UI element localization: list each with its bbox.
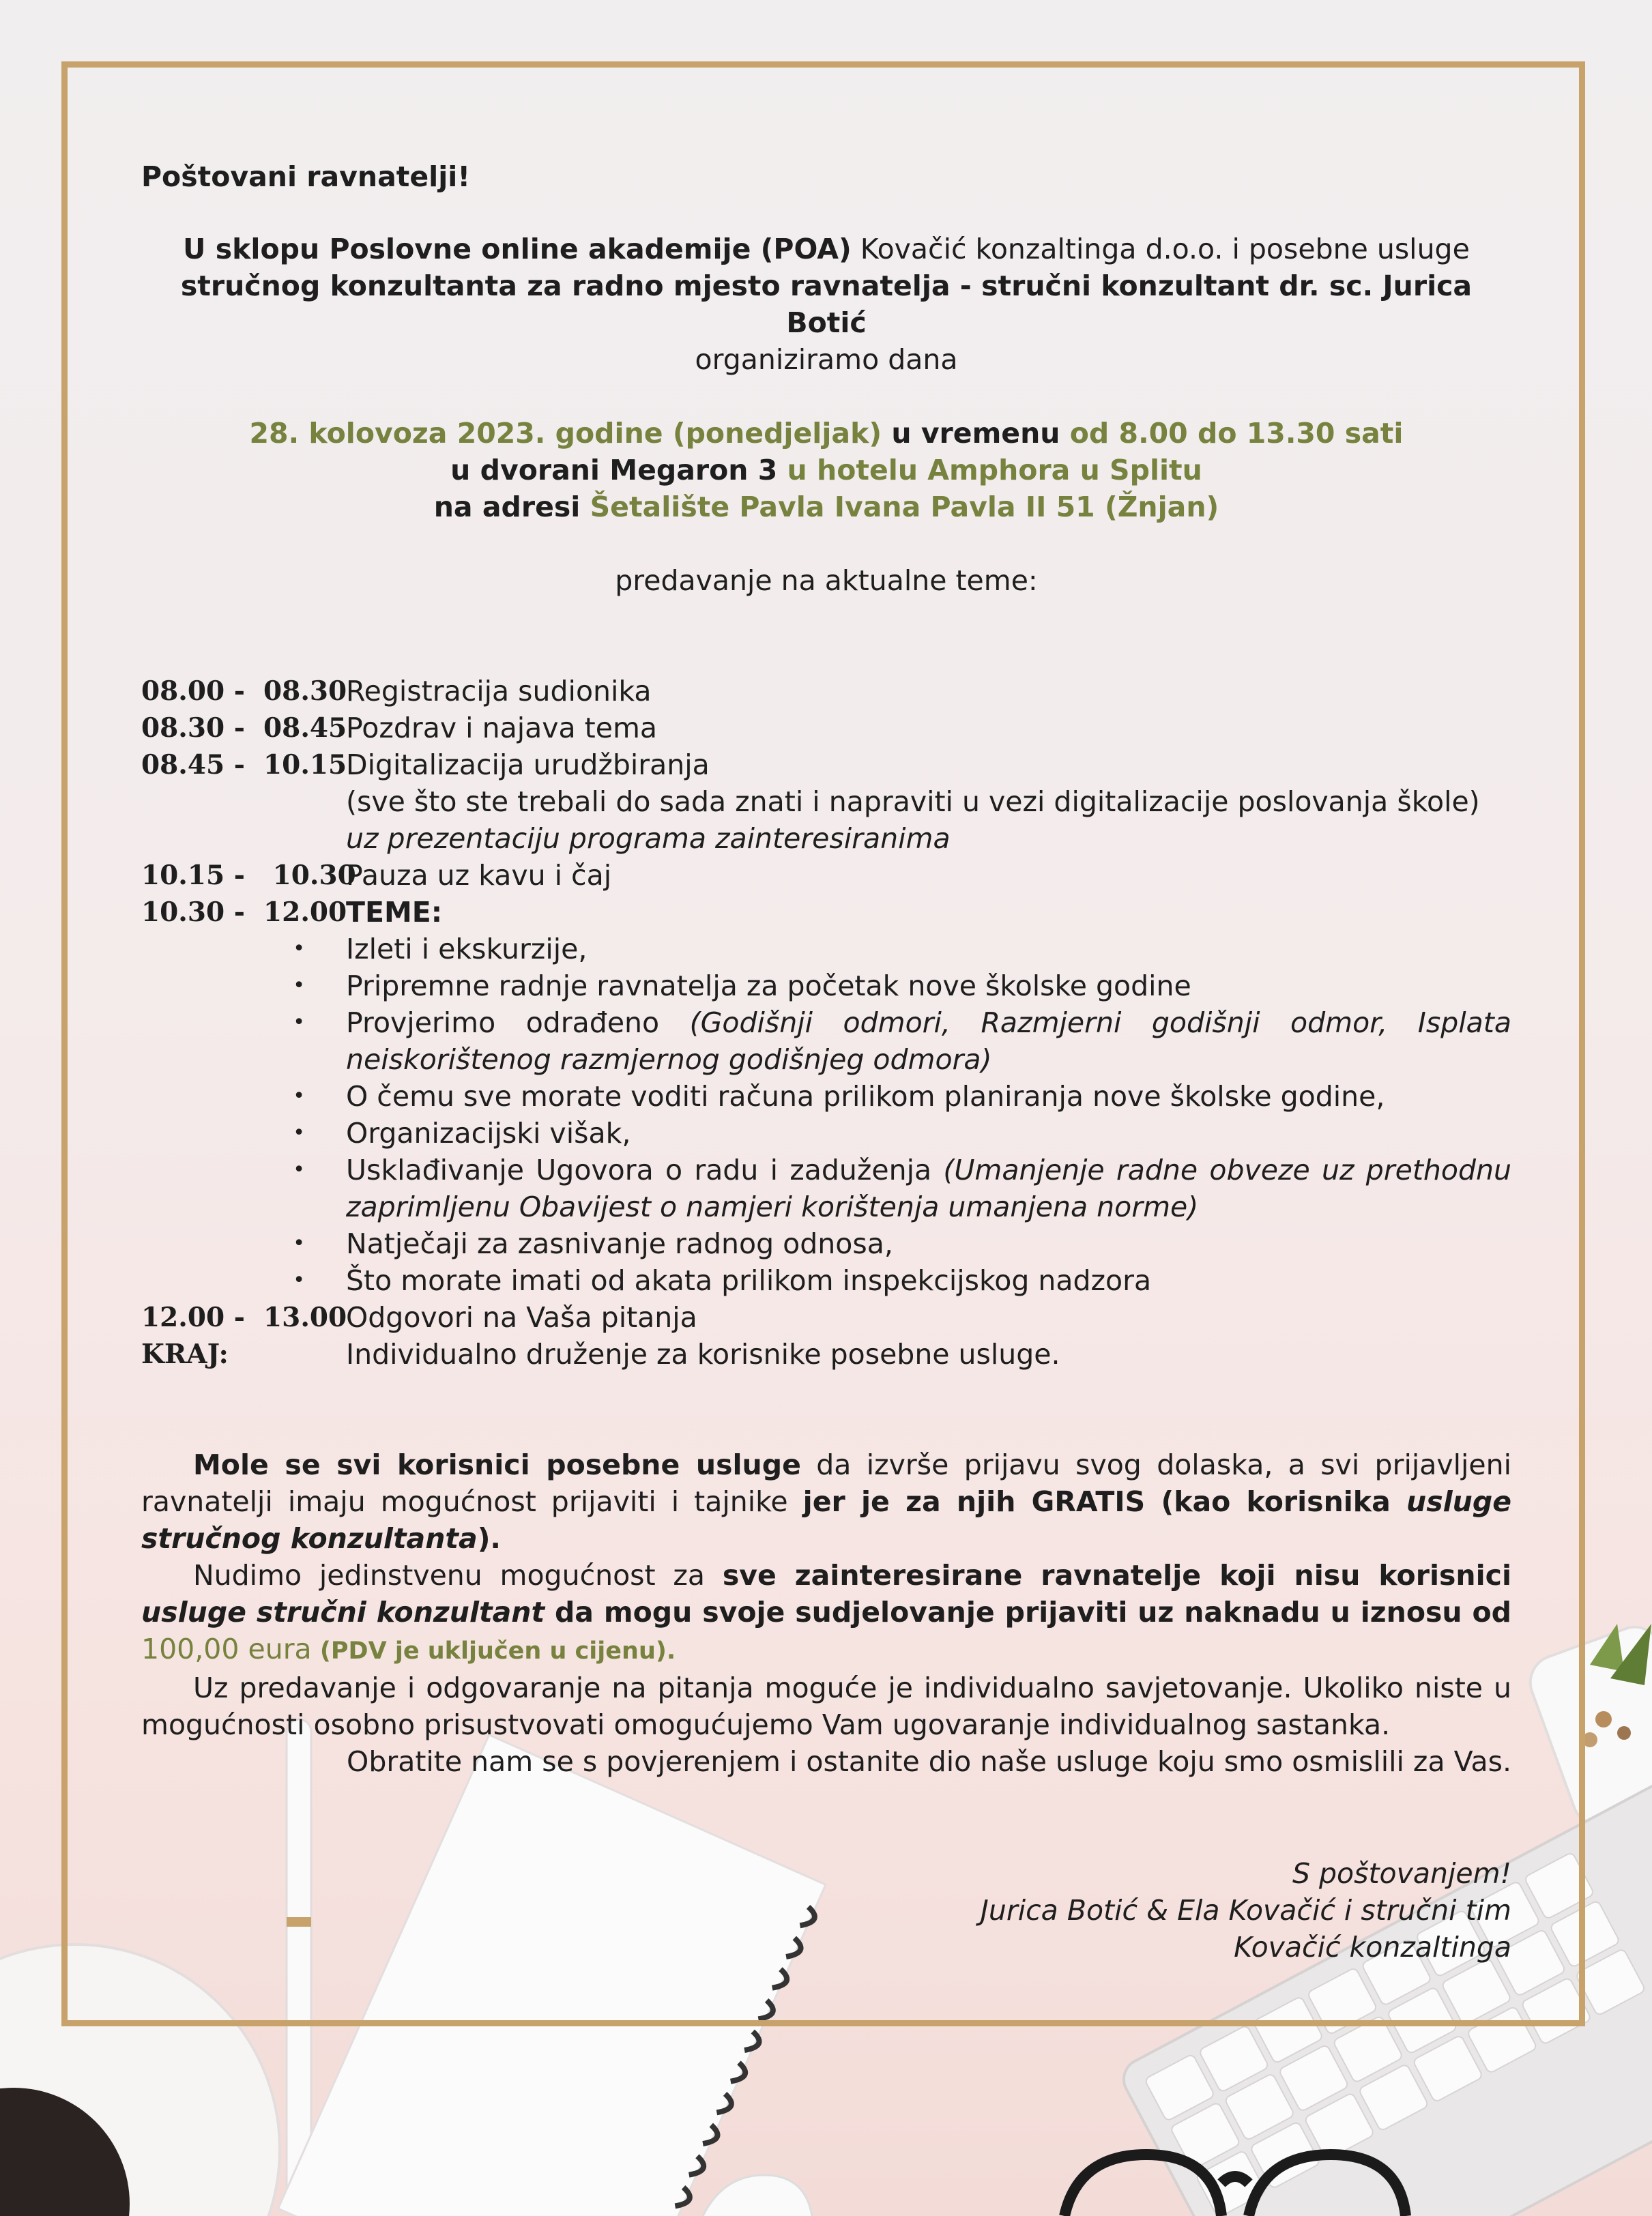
schedule-row [141, 894, 1511, 931]
topic-item [141, 1262, 1511, 1299]
signature-line: S poštovanjem! [1292, 1857, 1511, 1890]
schedule-row [141, 1299, 1511, 1336]
schedule-row [141, 746, 1511, 857]
notice-bold: sve zainteresirane ravnatelje koji nisu korisnici [722, 1559, 1512, 1592]
event-address: Šetalište Pavla Ivana Pavla II 51 (Žnjan) [590, 491, 1219, 523]
schedule-desc: Pauza uz kavu i čaj [346, 859, 612, 892]
intro-text: Kovačić konzaltinga d.o.o. i posebne usluge [851, 233, 1470, 265]
schedule-time: 08.00 - 08.30 [141, 675, 347, 707]
schedule-time: KRAJ: [141, 1339, 229, 1370]
topic-item [141, 1115, 1511, 1152]
notice-text: da izvrše prijavu svog dolaska, a svi prijavljeni ravnatelji imaju mogućnost prijaviti i tajnike [141, 1448, 1511, 1518]
schedule-note: (sve što ste trebali do sada znati i napraviti u vezi digitalizacije poslovanja škole) [346, 785, 1480, 818]
topic-item [141, 1078, 1511, 1115]
notice-paragraph-3: Uz predavanje i odgovaranje na pitanja moguće je individualno savjetovanje. Ukoliko niste u mogućnosti osobno prisustvovati omogućujemo Vam ugovaranje individualnog sastanka. [141, 1672, 1511, 1741]
topic-text: Usklađivanje Ugovora o radu i zaduženja [346, 1154, 944, 1186]
schedule [141, 673, 1511, 1373]
topic-detail: (Godišnji odmori, Razmjerni godišnji odmor, Isplata neiskorištenog razmjernog godišnjeg odmora) [346, 1006, 1511, 1076]
event-address-label: na adresi [433, 491, 590, 523]
signature-line: Kovačić konzaltinga [1234, 1931, 1511, 1964]
schedule-row [141, 673, 1511, 710]
notice-bold-italic: usluge stručni konzultant [141, 1596, 545, 1629]
schedule-desc: Individualno druženje za korisnike posebne usluge. [346, 1338, 1060, 1371]
event-hotel: u hotelu Amphora u Splitu [777, 454, 1202, 486]
topic-text: Natječaji za zasnivanje radnog odnosa, [346, 1227, 893, 1260]
topic-text: Organizacijski višak, [346, 1117, 631, 1150]
schedule-time: 08.30 - 08.45 [141, 712, 347, 744]
signature [141, 1855, 1511, 1966]
notice-text: Nudimo jedinstvenu mogućnost za [193, 1559, 723, 1592]
schedule-desc-block [346, 746, 1511, 857]
schedule-row [141, 710, 1511, 746]
topic-text: Izleti i ekskurzije, [346, 933, 588, 965]
schedule-time: 10.15 - 10.30 [141, 860, 356, 891]
notice-bold-italic: usluge stručnog konzultanta [141, 1485, 1512, 1555]
bullet-icon: • [293, 1010, 305, 1034]
schedule-row [141, 857, 1511, 894]
bullet-icon: • [293, 937, 305, 961]
schedule-time: 10.30 - 12.00 [141, 896, 347, 928]
schedule-desc: Odgovori na Vaša pitanja [346, 1301, 697, 1334]
topic-text: O čemu sve morate voditi računa prilikom planiranja nove školske godine, [346, 1080, 1385, 1113]
notice [141, 1446, 1511, 1780]
invitation-letter [141, 158, 1511, 1966]
bullet-icon: • [293, 1158, 305, 1182]
topics-intro: predavanje na aktualne teme: [615, 564, 1038, 597]
bullet-icon: • [293, 1121, 305, 1145]
signature-line: Jurica Botić & Ela Kovačić i stručni tim [980, 1894, 1511, 1927]
intro-consultant: stručnog konzultanta za radno mjesto ravnatelja - stručni konzultant dr. sc. Jurica Botić [180, 269, 1473, 339]
price: 100,00 eura [141, 1633, 312, 1665]
topic-detail: (Umanjenje radne obveze uz prethodnu zaprimljenu Obavijest o namjeri korištenja umanjena norme) [346, 1154, 1511, 1223]
topic-item [141, 1225, 1511, 1262]
intro [141, 231, 1511, 378]
schedule-note-italic: uz prezentaciju programa zainteresiranima [346, 822, 951, 855]
schedule-desc: Registracija sudionika [346, 675, 652, 708]
notice-bold: Mole se svi korisnici posebne usluge [193, 1448, 801, 1481]
topic-text: Provjerimo odrađeno [346, 1006, 690, 1039]
earphones-icon [703, 2175, 812, 2216]
topic-text: Što morate imati od akata prilikom inspekcijskog nadzora [346, 1264, 1152, 1297]
notice-paragraph-2 [141, 1557, 1511, 1670]
schedule-time: 08.45 - 10.15 [141, 749, 347, 781]
topic-item [141, 1152, 1511, 1225]
schedule-desc: Pozdrav i najava tema [346, 712, 658, 744]
event-time-label: u vremenu [882, 417, 1070, 450]
bullet-icon: • [293, 1268, 305, 1292]
greeting: Poštovani ravnatelji! [141, 160, 471, 193]
bullet-icon: • [293, 1084, 305, 1108]
vat-note: (PDV je uključen u cijenu). [311, 1637, 676, 1665]
intro-organize: organiziramo dana [695, 343, 958, 376]
bullet-icon: • [293, 974, 305, 997]
intro-bold: U sklopu Poslovne online akademije (POA) [183, 233, 852, 265]
notice-paragraph-1 [141, 1446, 1511, 1557]
schedule-desc: TEME: [346, 896, 443, 929]
notice-bold: da mogu svoje sudjelovanje prijaviti uz naknadu u iznosu od [545, 1596, 1511, 1629]
schedule-desc: Digitalizacija urudžbiranja [346, 748, 710, 781]
schedule-row [141, 1336, 1511, 1373]
notice-bold: ). [477, 1522, 502, 1555]
event-date: 28. kolovoza 2023. godine (ponedjeljak) [249, 417, 882, 450]
topic-item [141, 967, 1511, 1004]
topic-item [141, 1004, 1511, 1078]
event-details [141, 415, 1511, 525]
event-time: od 8.00 do 13.30 sati [1069, 417, 1404, 450]
schedule-time: 12.00 - 13.00 [141, 1302, 347, 1333]
bullet-icon: • [293, 1231, 305, 1255]
topic-item [141, 931, 1511, 967]
event-hall: u dvorani Megaron 3 [450, 454, 778, 486]
topic-text: Pripremne radnje ravnatelja za početak nove školske godine [346, 970, 1191, 1002]
notice-bold: jer je za njih GRATIS (kao korisnika [802, 1485, 1407, 1518]
notice-paragraph-4: Obratite nam se s povjerenjem i ostanite dio naše usluge koju smo osmislili za Vas. [347, 1745, 1511, 1778]
